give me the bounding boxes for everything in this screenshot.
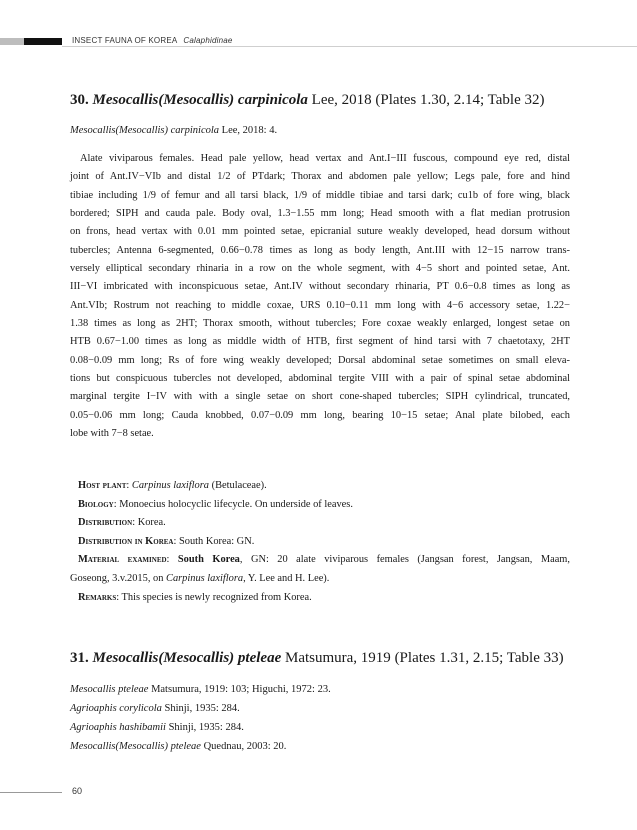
description-line: on frons, head vertax with 0.01 mm pointed setae, epicranial suture weakly developed, head dorsum without [70,226,570,238]
footer-rule [0,792,62,793]
description-line: 1.38 times as long as 2HT; Thorax smooth, without tubercles; Fore coxae weakly enlarged, longest setae on [70,318,570,330]
header-rule [62,46,637,47]
remarks-entry: Remarks: This species is newly recognized from Korea. [78,591,312,603]
header-bar-grey [0,38,24,45]
host-plant-name: Carpinus laxiflora [131,480,209,491]
species-31-plates: (Plates 1.31, 2.15; Table 33) [394,650,564,666]
distribution-korea-label: Distribution in Korea [78,535,174,547]
material-entry-continued: Goseong, 3.v.2015, on Carpinus laxiflora, Y. Lee and H. Lee). [70,572,330,584]
material-entry: Material examined: South Korea, GN: 20 alate viviparous females (Jangsan forest, Jangsan, Maam, [78,554,570,566]
species-30-number: 30. [70,92,89,108]
species-31-heading [70,649,590,667]
host-plant-label: Host plant [78,480,127,491]
description-line: Ant.VIb; Rostrum not reaching to middle coxae, URS 0.10−0.11 mm long with 4−6 accessory setae, 1.22− [70,299,570,311]
distribution-entry: Distribution: Korea. [78,517,166,529]
species-31-subgenus: (Mesocallis) [158,650,235,666]
species-30-epithet: carpinicola [237,92,308,108]
description-line: joint of Ant.IV−VIb and distal 1/2 of PTdark; Thorax and abdomen pale yellow; Legs pale, fore and hind [70,171,570,183]
description-line: HTB 0.67−1.00 times as long as middle width of HTB, first segment of hind tarsi with 7 chaetotaxy, 2HT [70,336,570,348]
species-31-number: 31. [70,650,89,666]
species-30-synonym: Mesocallis(Mesocallis) carpinicola Lee, 2018: 4. [70,125,278,136]
material-text: , GN: 20 alate viviparous females (Jangsan forest, Jangsan, Maam, [239,554,570,566]
species-30-metadata [70,477,570,607]
description-line: 0.08−0.09 mm long; Rs of fore wing weakly developed; Dorsal abdominal setae sometimes on small eleva- [70,354,570,366]
species-30-genus: Mesocallis [92,92,159,108]
material-country: South Korea [177,554,240,566]
species-30-author: Lee, 2018 [311,92,372,108]
species-31-synonym: Mesocallis(Mesocallis) pteleae Quednau, 2003: 20. [70,741,287,752]
section-title: Calaphidinae [183,36,233,45]
distribution-text: Korea. [137,517,166,529]
page-number: 60 [72,786,83,796]
running-header [72,36,233,45]
species-30-description [70,150,570,444]
species-31-synonym: Agrioaphis hashibamii Shinji, 1935: 284. [70,722,244,733]
description-line: Alate viviparous females. Head pale yellow, head vertax and Ant.I−III fuscous, compound eye red, distal [80,153,570,164]
description-line: lobe with 7−8 setae. [70,428,154,440]
description-line: bordered; SIPH and cauda pale. Body oval, 1.3−1.55 mm long; Head smooth with a flat median protrusion [70,208,570,220]
biology-entry: Biology: Monoecius holocyclic lifecycle. On underside of leaves. [78,498,353,510]
biology-label: Biology [78,498,114,510]
distribution-korea-text: South Korea: GN. [178,535,255,547]
species-31-author: Matsumura, 1919 [284,650,391,666]
distribution-label: Distribution [78,517,133,529]
material-host: Carpinus laxiflora [166,572,244,584]
remarks-label: Remarks [78,591,117,603]
species-31-epithet: pteleae [237,650,282,666]
biology-text: Monoecius holocyclic lifecycle. On underside of leaves. [119,498,353,510]
description-line: tibiae including 1/9 of femur and all tarsi black, 1/9 of middle tibiae and tarsi dark; cu1b of fore wing, black [70,189,570,201]
description-line: versely elliptical secondary rhinaria in a row on the whole segment, with 4−5 short and pointed setae, Ant. [70,263,570,275]
header-bar-black [24,38,62,45]
distribution-korea-entry: Distribution in Korea: South Korea: GN. [78,535,255,547]
description-line: 0.05−0.06 mm long; Cauda knobbed, 0.07−0.09 mm long, bearing 10−15 setae; Anal plate bilobed, each [70,409,570,421]
description-line: III−VI imbricated with inconspicuous setae, Ant.IV without secondary rhinaria, PT 0.6−0.8 times as long as [70,281,570,293]
species-31-genus: Mesocallis [92,650,159,666]
species-30-subgenus: (Mesocallis) [158,92,235,108]
description-line: tubercles; Antenna 6-segmented, 0.66−0.78 times as long as body length, Ant.III with 12−15 narrow trans- [70,244,570,256]
book-title: INSECT FAUNA OF KOREA [72,36,178,45]
material-label: Material examined [78,554,167,566]
species-31-synonym: Agrioaphis corylicola Shinji, 1935: 284. [70,703,240,714]
species-31-synonym: Mesocallis pteleae Matsumura, 1919: 103; Higuchi, 1972: 23. [70,684,331,695]
host-plant-entry: Host plant: Carpinus laxiflora (Betulaceae). [78,480,267,491]
remarks-text: This species is newly recognized from Korea. [121,591,312,603]
host-plant-family: (Betulaceae). [211,480,267,491]
description-line: tions but conspicuous tubercles not developed, abdominal tergite VIII with a pair of spinal setae abdominal [70,373,570,385]
species-30-heading [70,91,590,109]
species-30-plates: (Plates 1.30, 2.14; Table 32) [375,92,545,108]
description-line: marginal tergite I−IV with with a single setae on short cone-shaped tubercles; SIPH cylindrical, truncated, [70,391,570,403]
